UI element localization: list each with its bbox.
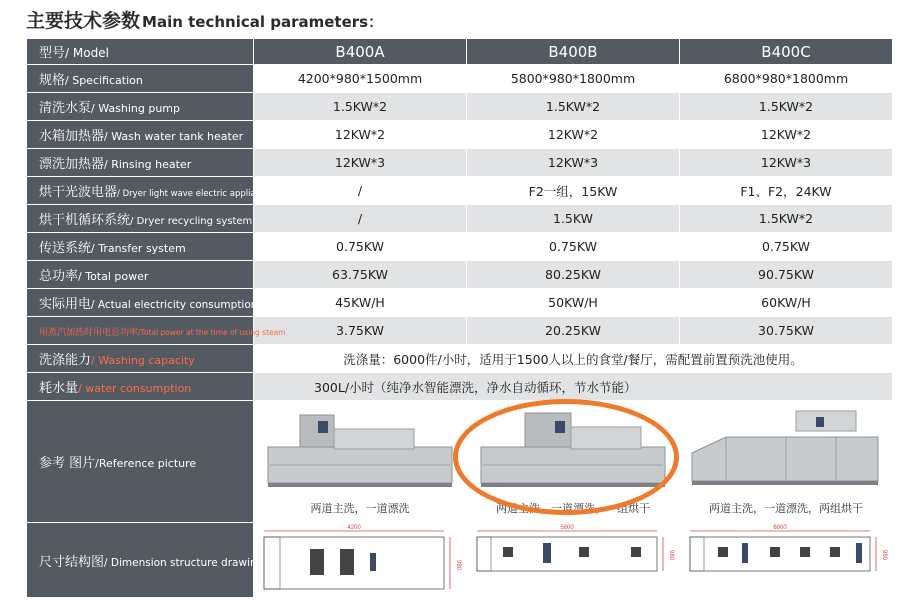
- row-label: 实际用电/ Actual electricity consumption: [27, 289, 254, 317]
- dimension-drawing-b400a: [254, 523, 467, 597]
- height-dimension: 980: [455, 559, 461, 571]
- reference-cell-b400b: [467, 401, 680, 523]
- row-label: 烘干机循环系统/ Dryer recycling system: [27, 205, 254, 233]
- table-row: [27, 289, 893, 317]
- table-row: [27, 121, 893, 149]
- row-label: 尺寸结构图/ Dimension structure drawing: [27, 523, 254, 598]
- table-row: [27, 205, 893, 233]
- reference-row: [27, 401, 893, 523]
- table-cell: 6800*980*1800mm: [680, 65, 893, 93]
- table-cell: 30.75KW: [680, 317, 893, 345]
- table-cell: 5800*980*1800mm: [467, 65, 680, 93]
- table-cell: /: [254, 177, 467, 205]
- title-zh: 主要技术参数: [26, 10, 141, 32]
- table-row: [27, 149, 893, 177]
- table-row: [27, 233, 893, 261]
- title-en: Main technical parameters：: [142, 13, 384, 31]
- table-cell: 1.5KW*2: [467, 93, 680, 121]
- drawing-cell-b400b: [467, 523, 680, 598]
- model-b400a: B400A: [254, 39, 467, 65]
- table-cell: 0.75KW: [254, 233, 467, 261]
- table-cell: 4200*980*1500mm: [254, 65, 467, 93]
- table-cell: 12KW*2: [254, 121, 467, 149]
- table-row: [27, 65, 893, 93]
- table-cell: F1、F2，24KW: [680, 177, 893, 205]
- water-value: 300L/小时（纯净水智能漂洗，净水自动循环，节水节能）: [254, 373, 893, 401]
- reference-caption: 两道主洗，一道漂洗，两组烘干: [709, 502, 863, 515]
- table-cell: 12KW*2: [467, 121, 680, 149]
- drawing-row: [27, 523, 893, 598]
- table-cell: 50KW/H: [467, 289, 680, 317]
- row-label: 规格/ Specification: [27, 65, 254, 93]
- row-label: 传送系统/ Transfer system: [27, 233, 254, 261]
- table-cell: F2一组，15KW: [467, 177, 680, 205]
- header-row: [27, 39, 893, 65]
- row-label: 烘干光波电器/ Dryer light wave electric appliance: [27, 177, 254, 205]
- table-cell: 90.75KW: [680, 261, 893, 289]
- table-cell: 63.75KW: [254, 261, 467, 289]
- dishwasher-b400c-image: [686, 407, 886, 495]
- table-row: [27, 93, 893, 121]
- table-cell: 0.75KW: [467, 233, 680, 261]
- highlight-ring: [453, 399, 679, 515]
- model-b400c: B400C: [680, 39, 893, 65]
- table-cell: 0.75KW: [680, 233, 893, 261]
- height-dimension: 980: [668, 549, 674, 561]
- table-row: [27, 317, 893, 345]
- table-cell: 1.5KW*2: [680, 205, 893, 233]
- row-label: 总功率/ Total power: [27, 261, 254, 289]
- table-cell: 3.75KW: [254, 317, 467, 345]
- row-label: 用蒸汽加热时用电总功率/Total power at the time of using steam: [27, 317, 254, 345]
- drawing-cell-b400a: [254, 523, 467, 598]
- model-b400b: B400B: [467, 39, 680, 65]
- reference-caption: 两道主洗，一道漂洗: [310, 502, 410, 515]
- table-row: [27, 373, 893, 401]
- table-cell: 12KW*2: [680, 121, 893, 149]
- row-label: 耗水量/ water consumption: [27, 373, 254, 401]
- table-cell: 12KW*3: [680, 149, 893, 177]
- reference-cell-b400c: [680, 401, 893, 523]
- row-label: 洗涤能力/ Washing capacity: [27, 345, 254, 373]
- dimension-drawing-b400b: [467, 523, 680, 597]
- table-cell: /: [254, 205, 467, 233]
- width-dimension: 5800: [560, 525, 574, 531]
- width-dimension: 6800: [773, 525, 787, 531]
- table-cell: 12KW*3: [467, 149, 680, 177]
- capacity-value: 洗涤量：6000件/小时，适用于1500人以上的食堂/餐厅，需配置前置预洗池使用。: [254, 345, 893, 373]
- table-cell: 1.5KW*2: [680, 93, 893, 121]
- table-cell: 45KW/H: [254, 289, 467, 317]
- row-label: 参考 图片/Reference picture: [27, 401, 254, 523]
- drawing-cell-b400c: [680, 523, 893, 598]
- table-cell: 20.25KW: [467, 317, 680, 345]
- table-row: [27, 261, 893, 289]
- dimension-drawing-b400c: [680, 523, 893, 597]
- height-dimension: 980: [881, 549, 887, 561]
- table-cell: 12KW*3: [254, 149, 467, 177]
- page-title: [26, 6, 383, 34]
- row-label: 清洗水泵/ Washing pump: [27, 93, 254, 121]
- table-row: [27, 345, 893, 373]
- parameters-table: [26, 38, 893, 598]
- table-row: [27, 177, 893, 205]
- table-cell: 1.5KW: [467, 205, 680, 233]
- table-cell: 60KW/H: [680, 289, 893, 317]
- table-cell: 80.25KW: [467, 261, 680, 289]
- row-label: 水箱加热器/ Wash water tank heater: [27, 121, 254, 149]
- model-label: 型号/ Model: [27, 39, 254, 65]
- row-label: 漂洗加热器/ Rinsing heater: [27, 149, 254, 177]
- width-dimension: 4200: [347, 525, 361, 531]
- table-cell: 1.5KW*2: [254, 93, 467, 121]
- reference-cell-b400a: [254, 401, 467, 523]
- dishwasher-b400a-image: [260, 407, 460, 495]
- reference-caption: 两道主洗，一道漂洗，一组烘干: [496, 502, 650, 515]
